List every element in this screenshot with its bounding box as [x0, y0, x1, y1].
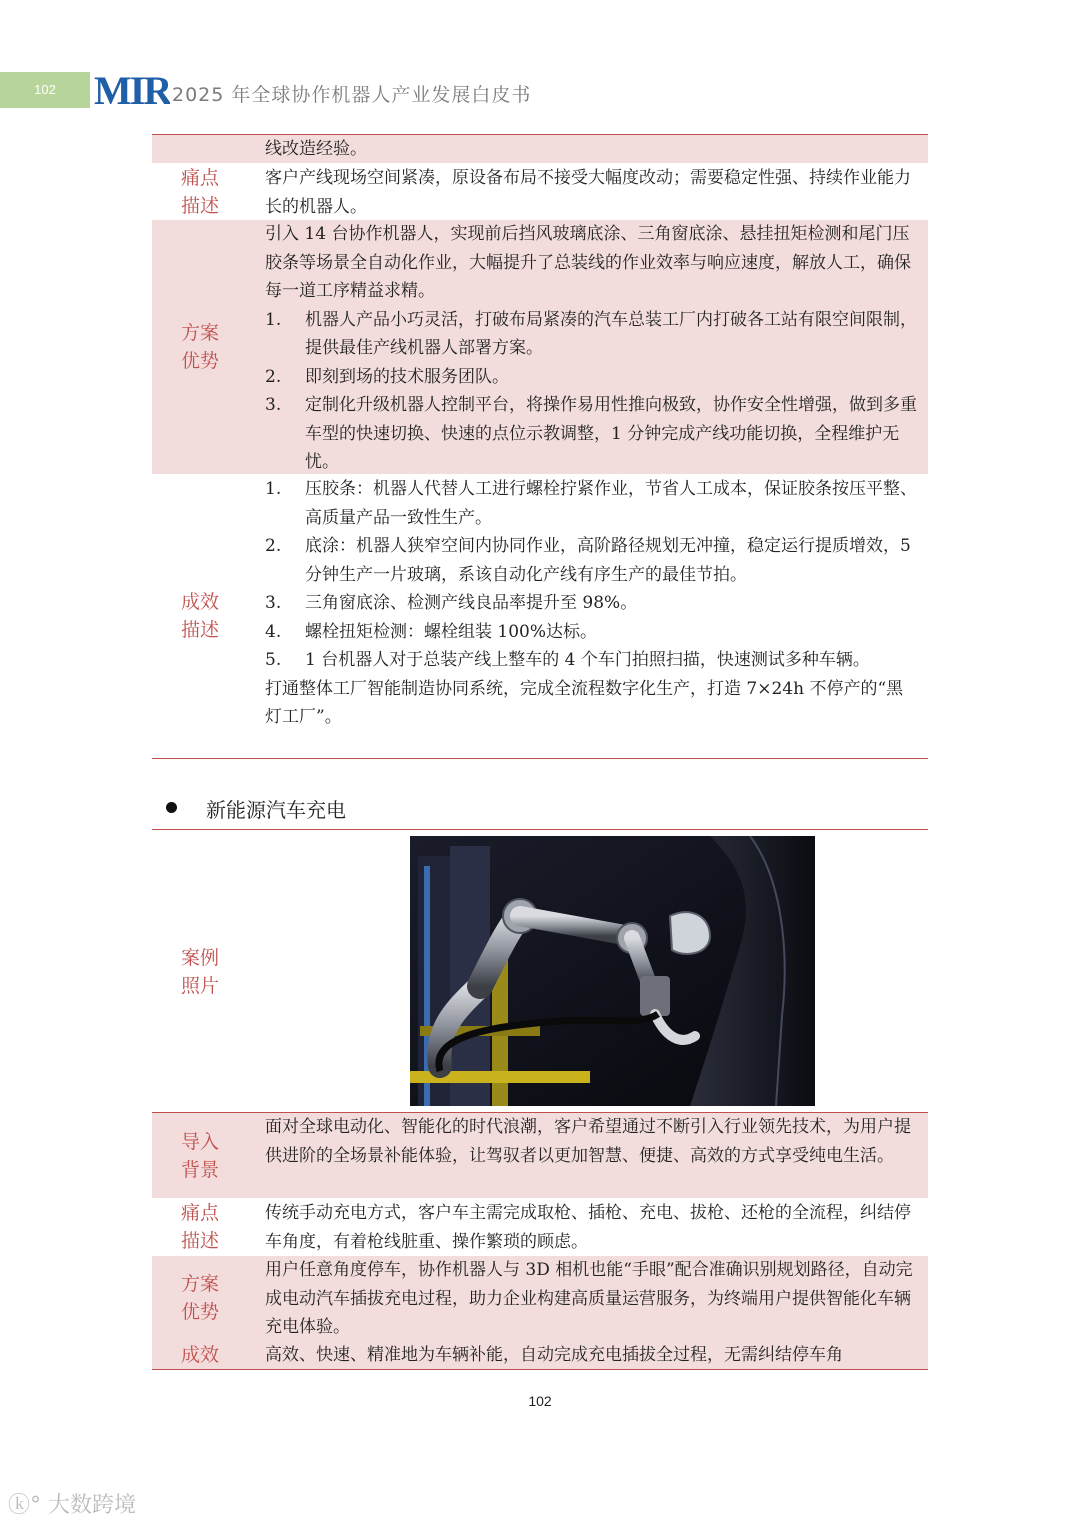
- table-bottom-rule: [152, 1369, 928, 1370]
- robot-charging-image: [410, 836, 815, 1106]
- pain-text: 客户产线现场空间紧凑，原设备布局不接受大幅度改动；需要稳定性强、持续作业能力长的机器人。: [265, 168, 911, 217]
- list-item: 1. 压胶条：机器人代替人工进行螺栓拧紧作业，节省人工成本，保证胶条按压平整、高质量产品一致性生产。: [265, 479, 917, 528]
- mir-logo-text: MIR: [94, 70, 170, 110]
- bullet-icon: [166, 802, 177, 813]
- advantage-label: 方案 优势: [180, 322, 219, 372]
- results-text: [265, 475, 920, 732]
- list-item: 2. 即刻到场的技术服务团队。: [265, 366, 509, 387]
- list-item: 4. 螺栓扭矩检测：螺栓组装 100%达标。: [265, 621, 598, 642]
- header-page-number: 102: [34, 82, 56, 97]
- list-item: 2. 底涂：机器人狭窄空间内协同作业，高阶路径规划无冲撞，稳定运行提质增效，5 分钟生产一片玻璃，系该自动化产线有序生产的最佳节拍。: [265, 536, 911, 585]
- watermark-text: 大数跨境: [48, 1493, 137, 1518]
- results-closing: 打通整体工厂智能制造协同系统，完成全流程数字化生产，打造 7×24h 不停产的“黑灯工厂”。: [265, 678, 904, 727]
- background-label: 导入 背景: [180, 1131, 219, 1181]
- photo-label: 案例 照片: [180, 947, 219, 997]
- pain-text: 传统手动充电方式，客户车主需完成取枪、插枪、充电、拔枪、还枪的全流程，纠结停车角度，有着枪线脏重、操作繁琐的顾虑。: [265, 1203, 911, 1252]
- results-text: 高效、快速、精准地为车辆补能，自动完成充电插拔全过程，无需纠结停车角: [265, 1345, 843, 1365]
- list-item: 3. 定制化升级机器人控制平台，将操作易用性推向极致，协作安全性增强，做到多重车型的快速切换、快速的点位示教调整，1 分钟完成产线功能切换，全程维护无忧。: [265, 395, 917, 472]
- advantage-label: 方案 优势: [180, 1273, 219, 1323]
- continued-text: 线改造经验。: [265, 139, 367, 159]
- list-item: 5. 1 台机器人对于总装产线上整车的 4 个车门拍照扫描，快速测试多种车辆。: [265, 650, 870, 670]
- results-label: 成效 描述: [180, 591, 219, 641]
- list-item: 1. 机器人产品小巧灵活，打破布局紧凑的汽车总装工厂内打破各工站有限空间限制，提供最佳产线机器人部署方案。: [265, 309, 917, 358]
- advantage-intro: 引入 14 台协作机器人，实现前后挡风玻璃底涂、三角窗底涂、悬挂扭矩检测和尾门压胶条等场景全自动化作业，大幅提升了总装线的作业效率与响应速度，解放人工，确保每一道工序精益求精。: [265, 224, 911, 301]
- watermark-logo-icon: ⓚ°: [8, 1493, 48, 1518]
- watermark: [8, 1488, 136, 1519]
- background-text: 面对全球电动化、智能化的时代浪潮，客户希望通过不断引入行业领先技术，为用户提供进阶的全场景补能体验，让驾驭者以更加智慧、便捷、高效的方式享受纯电生活。: [265, 1117, 911, 1166]
- case-photo: [410, 836, 815, 1106]
- document-title: 2025 年全球协作机器人产业发展白皮书: [172, 84, 532, 106]
- results-label: 成效: [180, 1344, 219, 1366]
- advantage-text: [265, 220, 920, 477]
- list-item: 3. 三角窗底涂、检测产线良品率提升至 98%。: [265, 593, 638, 613]
- pain-label: 痛点 描述: [180, 1202, 219, 1252]
- mir-logo: [94, 70, 170, 110]
- pain-label: 痛点 描述: [180, 167, 219, 217]
- advantage-text: 用户任意角度停车，协作机器人与 3D 相机也能“手眼”配合准确识别规划路径，自动完成电动汽车插拔充电过程，助力企业构建高质量运营服务，为终端用户提供智能化车辆充电体验。: [265, 1260, 913, 1337]
- footer-page-number: 102: [528, 1393, 552, 1409]
- table-top-rule: [152, 829, 928, 830]
- table-bottom-rule: [152, 758, 928, 759]
- section-title: 新能源汽车充电: [206, 798, 346, 822]
